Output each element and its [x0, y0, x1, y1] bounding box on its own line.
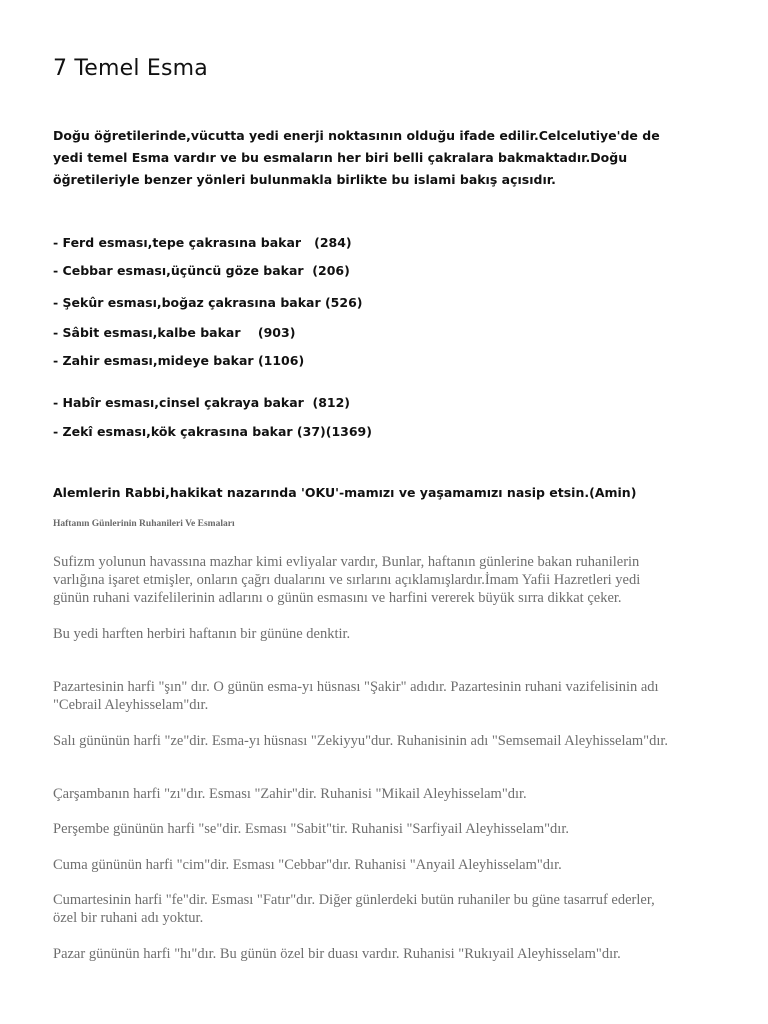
esma-item-cebbar: - Cebbar esması,üçüncü göze bakar (206) — [53, 263, 350, 278]
esma-item-ferd: - Ferd esması,tepe çakrasına bakar (284) — [53, 235, 352, 250]
esma-item-sabit: - Sâbit esması,kalbe bakar (903) — [53, 325, 296, 340]
esma-item-zeki: - Zekî esması,kök çakrasına bakar (37)(1369) — [53, 424, 372, 439]
esma-item-habir: - Habîr esması,cinsel çakraya bakar (812) — [53, 395, 351, 410]
paragraph-pazartesi: Pazartesinin harfi "şın" dır. O günün esma-yı hüsnası "Şakir" adıdır. Pazartesinin ruhani vazifelisinin adı "Cebrail Aleyhisselam"dır. — [53, 679, 659, 713]
intro-paragraph: Doğu öğretilerinde,vücutta yedi enerji noktasının olduğu ifade edilir.Celcelutiye'de de yedi temel Esma vardır ve bu esmaların her biri belli çakralara bakmaktadır.Doğu öğretileriyle benzer yönleri bulunmakla birlikte bu islami bakış açısıdır. — [53, 128, 660, 187]
amin-prayer: Alemlerin Rabbi,hakikat nazarında 'OKU'-mamızı ve yaşamamızı nasip etsin.(Amin) — [53, 485, 637, 500]
paragraph-yedi-harf: Bu yedi harften herbiri haftanın bir gününe denktir. — [53, 626, 351, 642]
section-subheading: Haftanın Günlerinin Ruhanileri Ve Esmaları — [53, 519, 235, 529]
paragraph-cumartesi: Cumartesinin harfi "fe"dir. Esması "Fatır"dır. Diğer günlerdeki butün ruhaniler bu güne tasarruf ederler, özel bir ruhani adı yoktur. — [53, 892, 655, 926]
page-title: 7 Temel Esma — [53, 56, 208, 81]
esma-item-sekur: - Şekûr esması,boğaz çakrasına bakar (526) — [53, 295, 363, 310]
paragraph-sufizm: Sufizm yolunun havassına mazhar kimi evliyalar vardır, Bunlar, haftanın günlerine bakan ruhanilerin varlığına işaret etmişler, onların çağrı dualarını ve sırlarını açıklamışlardır.İmam Yafii Hazretleri yedi günün ruhani vazifelilerinin adlarını o günün esmasını ve harfini vererek büyük sırra dikkat çeker. — [53, 554, 641, 606]
paragraph-cuma: Cuma gününün harfi "cim"dir. Esması "Cebbar"dır. Ruhanisi "Anyail Aleyhisselam"dır. — [53, 857, 562, 873]
esma-item-zahir: - Zahir esması,mideye bakar (1106) — [53, 353, 305, 368]
paragraph-carsamba: Çarşambanın harfi "zı"dır. Esması "Zahir"dir. Ruhanisi "Mikail Aleyhisselam"dır. — [53, 786, 527, 802]
paragraph-persembe: Perşembe gününün harfi "se"dir. Esması "Sabit"tir. Ruhanisi "Sarfiyail Aleyhisselam"dır. — [53, 821, 569, 837]
paragraph-sali: Salı gününün harfi "ze"dir. Esma-yı hüsnası "Zekiyyu"dur. Ruhanisinin adı "Semsemail Aleyhisselam"dır. — [53, 733, 669, 749]
paragraph-pazar: Pazar gününün harfi "hı"dır. Bu günün özel bir duası vardır. Ruhanisi "Rukıyail Aleyhisselam"dır. — [53, 946, 621, 962]
